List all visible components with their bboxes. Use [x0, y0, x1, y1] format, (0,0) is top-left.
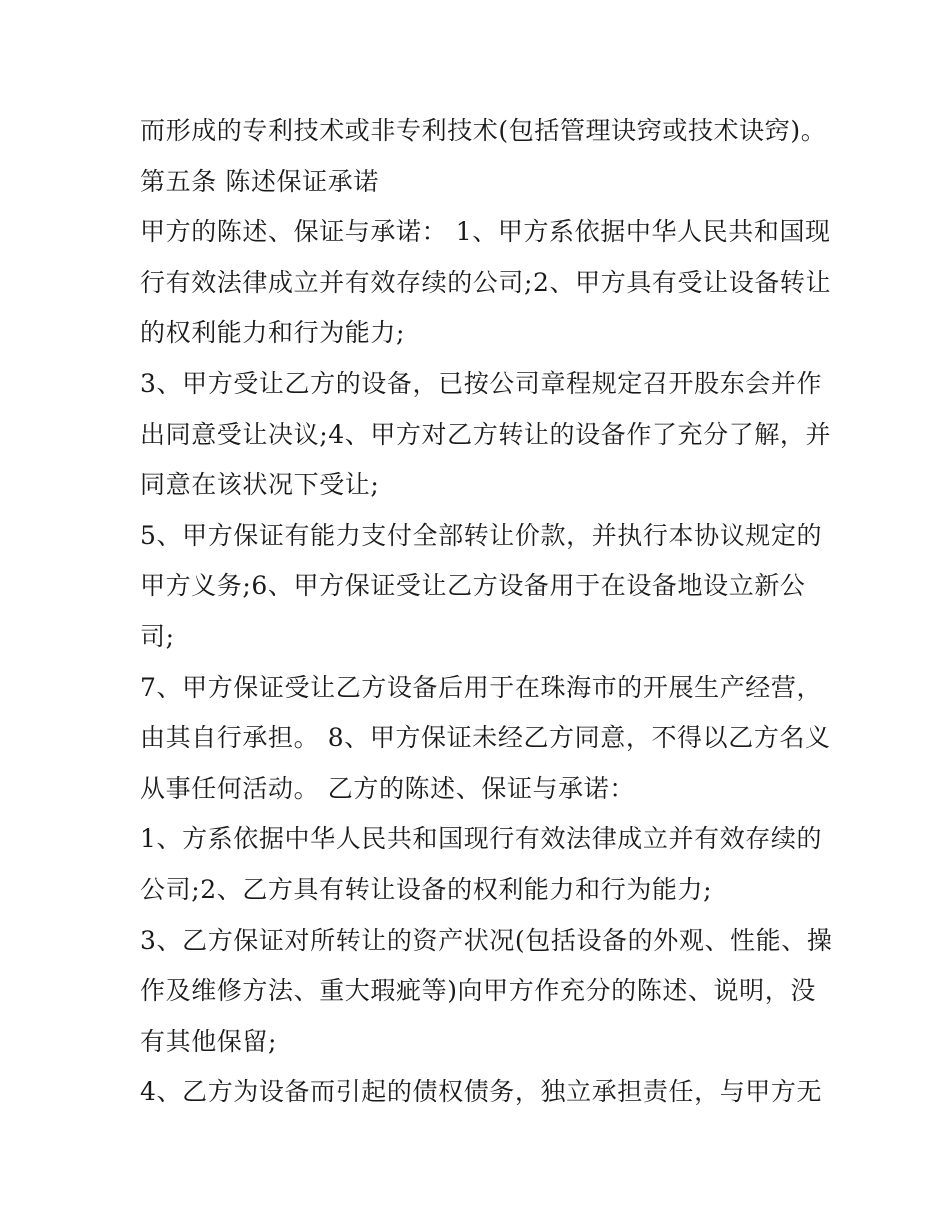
- text-line: 甲方的陈述、保证与承诺： 1、甲方系依据中华人民共和国现: [140, 217, 831, 247]
- text-line: 3、乙方保证对所转让的资产状况(包括设备的外观、性能、操: [140, 925, 833, 955]
- text-line: 作及维修方法、重大瑕疵等)向甲方作充分的陈述、说明，没: [140, 976, 816, 1006]
- text-line: 行有效法律成立并有效存续的公司;2、甲方具有受让设备转让: [140, 267, 832, 297]
- text-line: 7、甲方保证受让乙方设备后用于在珠海市的开展生产经营，: [140, 672, 823, 702]
- text-line: 5、甲方保证有能力支付全部转让价款，并执行本协议规定的: [140, 520, 823, 550]
- text-line: 出同意受让决议;4、甲方对乙方转让的设备作了充分了解，并: [140, 419, 832, 449]
- text-line: 4、乙方为设备而引起的债权债务，独立承担责任，与甲方无: [140, 1077, 823, 1107]
- text-line: 有其他保留;: [140, 1026, 278, 1056]
- text-line: 由其自行承担。 8、甲方保证未经乙方同意，不得以乙方名义: [140, 723, 831, 753]
- document-body: [140, 106, 833, 1118]
- text-line: 的权利能力和行为能力;: [140, 318, 406, 348]
- text-line: 公司;2、乙方具有转让设备的权利能力和行为能力;: [140, 874, 713, 904]
- section-heading: 第五条 陈述保证承诺: [140, 166, 379, 196]
- text-line: 司;: [140, 621, 175, 651]
- text-line: 1、方系依据中华人民共和国现行有效法律成立并有效存续的: [140, 824, 823, 854]
- text-line: 从事任何活动。 乙方的陈述、保证与承诺：: [140, 773, 635, 803]
- text-line: 甲方义务;6、甲方保证受让乙方设备用于在设备地设立新公: [140, 571, 806, 601]
- text-line: 同意在该状况下受让;: [140, 470, 380, 500]
- text-line: 而形成的专利技术或非专利技术(包括管理诀窍或技术诀窍)。: [140, 116, 827, 145]
- text-line: 3、甲方受让乙方的设备，已按公司章程规定召开股东会并作: [140, 368, 823, 398]
